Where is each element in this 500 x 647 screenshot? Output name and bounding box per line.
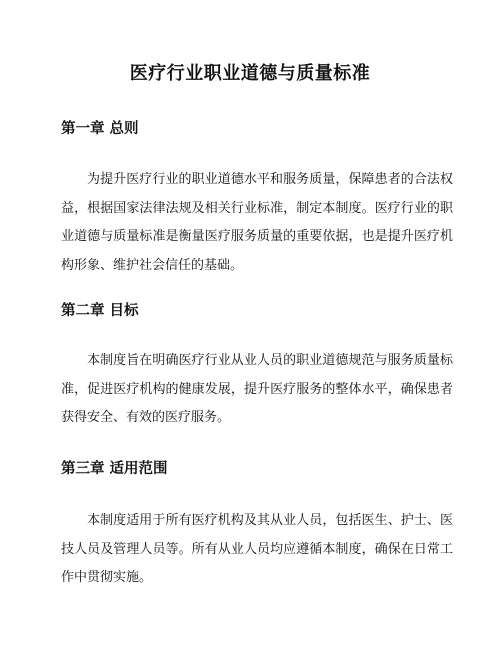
chapter-paragraph-3: 本制度适用于所有医疗机构及其从业人员，包括医生、护士、医技人员及管理人员等。所有从业人员均应遵循本制度，确保在日常工作中贯彻实施。 [61, 513, 453, 585]
document-title: 医疗行业职业道德与质量标准 [129, 63, 371, 84]
chapter-paragraph-1: 为提升医疗行业的职业道德水平和服务质量，保障患者的合法权益，根据国家法律法规及相关行业标准，制定本制度。医疗行业的职业道德与质量标准是衡量医疗服务质量的重要依据，也是提升医疗机构形象、维护社会信任的基础。 [61, 172, 453, 273]
chapter-paragraph-2: 本制度旨在明确医疗行业从业人员的职业道德规范与服务质量标准，促进医疗机构的健康发展，提升医疗服务的整体水平，确保患者获得安全、有效的医疗服务。 [61, 353, 453, 425]
chapter-heading-2: 第二章 目标 [61, 303, 139, 319]
chapter-heading-3: 第三章 适用范围 [61, 461, 168, 477]
chapter-heading-1: 第一章 总则 [61, 121, 139, 137]
